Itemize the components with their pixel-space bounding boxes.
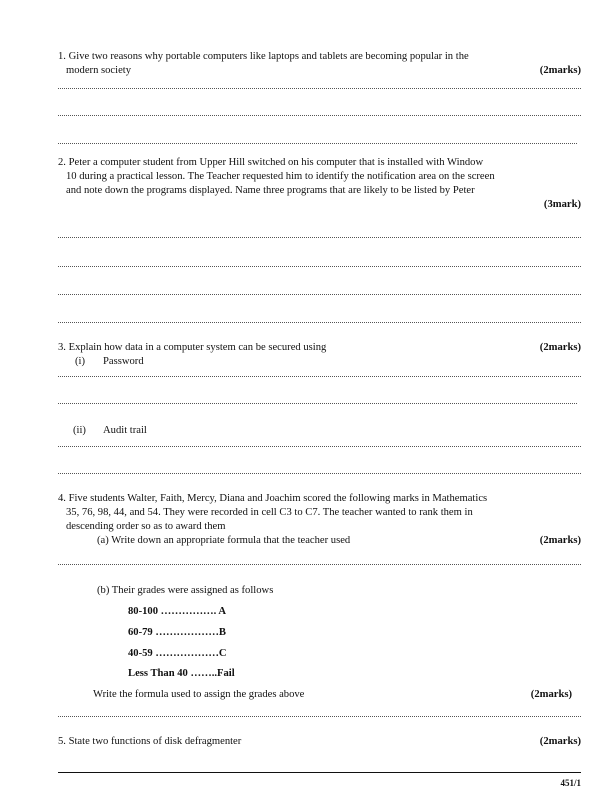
q3-ii-number: (ii) (73, 425, 86, 436)
q4-text-line2: 35, 76, 98, 44, and 54. They were recorded in cell C3 to C7. The teacher wanted to rank them in (66, 507, 473, 518)
answer-line[interactable] (58, 322, 581, 323)
q4-text-line3: descending order so as to award them (66, 521, 226, 532)
answer-line[interactable] (58, 716, 581, 717)
grade-row: 80-100 ……………. A (128, 606, 226, 617)
answer-line[interactable] (58, 294, 581, 295)
answer-line[interactable] (58, 376, 581, 377)
grade-row: Less Than 40 ……..Fail (128, 668, 235, 679)
q3-marks: (2marks) (539, 342, 581, 353)
grade-row: 40-59 ………………C (128, 648, 227, 659)
q5-text: 5. State two functions of disk defragmenter (58, 736, 242, 747)
answer-line[interactable] (58, 564, 581, 565)
q5-marks: (2marks) (539, 736, 581, 747)
q2-marks: (3mark) (543, 199, 581, 210)
answer-line[interactable] (58, 473, 581, 474)
q2-text-line2: 10 during a practical lesson. The Teacher requested him to identify the notification area on the screen (66, 171, 495, 182)
paper-code: 451/1 (560, 778, 581, 788)
q3-ii-label: Audit trail (103, 425, 147, 436)
q2-text-line3: and note down the programs displayed. Name three programs that are likely to be listed by Peter (66, 185, 475, 196)
answer-line[interactable] (58, 237, 581, 238)
answer-line[interactable] (58, 403, 577, 404)
q1-text-line1: 1. Give two reasons why portable computers like laptops and tablets are becoming popular in the (58, 51, 469, 62)
q4-b-marks: (2marks) (530, 689, 572, 700)
q2-text-line1: 2. Peter a computer student from Upper Hill switched on his computer that is installed with Window (58, 157, 484, 168)
q1-marks: (2marks) (539, 65, 581, 76)
q4-b-prompt: Write the formula used to assign the grades above (93, 689, 305, 700)
q4-part-a: (a) Write down an appropriate formula that the teacher used (97, 535, 351, 546)
answer-line[interactable] (58, 266, 581, 267)
answer-line[interactable] (58, 446, 581, 447)
q3-i-number: (i) (75, 356, 85, 367)
grade-row: 60-79 ………………B (128, 627, 226, 638)
q3-text: 3. Explain how data in a computer system can be secured using (58, 342, 327, 353)
q3-i-label: Password (103, 356, 144, 367)
q4-text-line1: 4. Five students Walter, Faith, Mercy, Diana and Joachim scored the following marks in Mathematics (58, 493, 488, 504)
answer-line[interactable] (58, 88, 581, 89)
footer-rule (58, 772, 581, 773)
q1-text-line2: modern society (66, 65, 132, 76)
answer-line[interactable] (58, 115, 581, 116)
answer-line[interactable] (58, 143, 577, 144)
q4-a-marks: (2marks) (539, 535, 581, 546)
q4-part-b: (b) Their grades were assigned as follows (97, 585, 274, 596)
